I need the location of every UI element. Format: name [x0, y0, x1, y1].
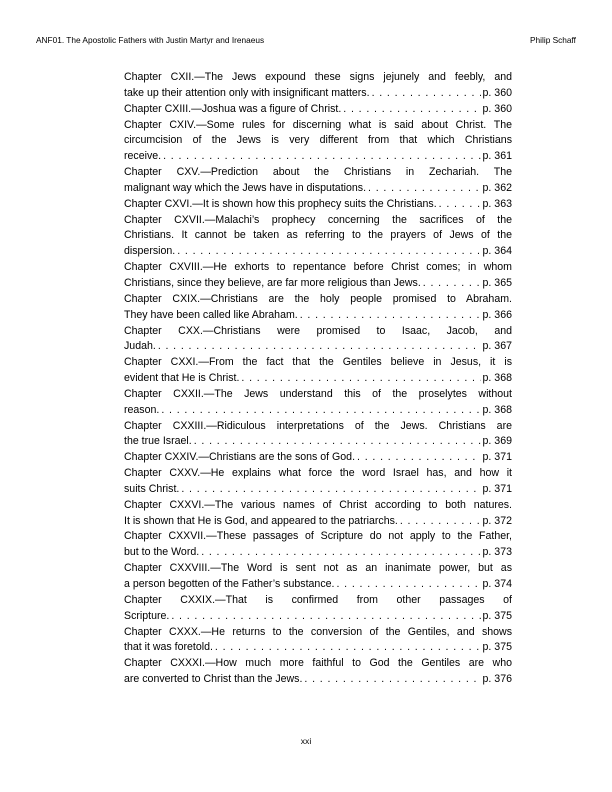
- toc-entry-line: Chapter CXIV.—Some rules for discerning what is said about Christ. The: [124, 118, 512, 131]
- dot-leader: [177, 244, 480, 260]
- toc-entry-last-line: [124, 197, 512, 213]
- dot-leader: [343, 102, 480, 118]
- toc-entry[interactable]: [124, 355, 512, 387]
- toc-page-number: p. 368: [482, 403, 512, 416]
- toc-entry-last-line: [124, 371, 512, 387]
- toc-entry[interactable]: [124, 102, 512, 118]
- toc-page-number: p. 364: [482, 245, 512, 258]
- toc-entry[interactable]: [124, 292, 512, 324]
- toc-entry-line: Chapter CXVIII.—He exhorts to repentance before Christ comes; in whom: [124, 261, 512, 274]
- toc-entry-line: Chapter CXXIX.—That is confirmed from other passages of: [124, 593, 512, 606]
- dot-leader: [194, 434, 481, 450]
- toc-entry-line: dispersion.: [124, 245, 176, 258]
- toc-page-number: p. 362: [482, 181, 512, 194]
- dot-leader: [304, 672, 480, 688]
- toc-entry-last-line: [124, 609, 512, 625]
- toc-entry-last-line: [124, 640, 512, 656]
- toc-page-number: p. 371: [482, 451, 512, 464]
- toc-page-number: p. 375: [482, 609, 512, 622]
- toc-entry-line: Chapter CXXIII.—Ridiculous interpretations of the Jews. Christians are: [124, 419, 512, 432]
- toc-page-number: p. 367: [482, 340, 512, 353]
- toc-entry[interactable]: [124, 529, 512, 561]
- toc-entry-line: Chapter CXII.—The Jews expound these signs jejunely and feebly, and: [124, 71, 512, 83]
- toc-entry-line: Chapter CXVI.—It is shown how this prophecy suits the Christians.: [124, 197, 437, 210]
- toc-entry-last-line: [124, 577, 512, 593]
- toc-entry-last-line: [124, 339, 512, 355]
- toc-entry-line: Chapter CXVII.—Malachi’s prophecy concerning the sacrifices of the: [124, 213, 512, 226]
- toc-entry[interactable]: [124, 70, 512, 102]
- dot-leader: [300, 308, 481, 324]
- toc-page-number: p. 361: [482, 150, 512, 163]
- toc-entry[interactable]: [124, 450, 512, 466]
- dot-leader: [336, 577, 480, 593]
- toc-entry[interactable]: [124, 213, 512, 261]
- page-number: xxi: [300, 736, 312, 746]
- table-of-contents: [124, 70, 512, 688]
- toc-entry-line: Chapter CXXX.—He returns to the conversion of the Gentiles, and shows: [124, 625, 512, 638]
- toc-entry-line: Chapter CXXV.—He explains what force the word Israel has, and how it: [124, 467, 512, 480]
- toc-page-number: p. 373: [482, 546, 512, 559]
- dot-leader: [171, 609, 480, 625]
- dot-leader: [161, 403, 480, 419]
- toc-entry-last-line: [124, 545, 512, 561]
- toc-page-number: p. 360: [482, 86, 512, 99]
- toc-entry[interactable]: [124, 260, 512, 292]
- running-header-author: Philip Schaff: [530, 35, 576, 45]
- dot-leader: [368, 181, 481, 197]
- toc-entry-line: Chapter CXIII.—Joshua was a figure of Christ.: [124, 102, 342, 115]
- toc-entry[interactable]: [124, 498, 512, 530]
- toc-entry-last-line: [124, 450, 512, 466]
- toc-entry[interactable]: [124, 324, 512, 356]
- toc-entry-line: malignant way which the Jews have in disputations.: [124, 181, 367, 194]
- toc-entry[interactable]: [124, 197, 512, 213]
- dot-leader: [241, 371, 480, 387]
- toc-entry-line: suits Christ.: [124, 482, 180, 495]
- toc-entry[interactable]: [124, 165, 512, 197]
- toc-entry-last-line: [124, 434, 512, 450]
- toc-entry-line: Chapter CXIX.—Christians are the holy people promised to Abraham.: [124, 292, 512, 305]
- toc-entry-last-line: [124, 403, 512, 419]
- toc-entry-line: Chapter CXV.—Prediction about the Christians in Zechariah. The: [124, 166, 512, 179]
- toc-entry[interactable]: [124, 656, 512, 688]
- toc-entry-last-line: [124, 514, 512, 530]
- toc-entry-last-line: [124, 181, 512, 197]
- toc-entry-line: Chapter CXXVII.—These passages of Scripture do not apply to the Father,: [124, 530, 512, 543]
- toc-entry[interactable]: [124, 466, 512, 498]
- toc-entry-line: They have been called like Abraham.: [124, 308, 298, 321]
- toc-page-number: p. 374: [482, 578, 512, 590]
- running-header-title: ANF01. The Apostolic Fathers with Justin Martyr and Irenaeus: [36, 35, 265, 45]
- toc-entry-line: receive.: [124, 150, 162, 163]
- toc-entry-last-line: [124, 149, 512, 165]
- toc-entry-line: Christians, since they believe, are far more religious than Jews.: [124, 276, 421, 289]
- toc-entry-line: It is shown that He is God, and appeared to the patriarchs.: [124, 514, 398, 527]
- toc-page-number: p. 363: [482, 197, 512, 210]
- toc-entry-line: the true Israel.: [124, 435, 192, 448]
- toc-page-number: p. 369: [482, 435, 512, 448]
- toc-page-number: p. 366: [482, 308, 512, 321]
- dot-leader: [215, 640, 481, 656]
- toc-page-number: p. 365: [482, 276, 512, 289]
- toc-page-number: p. 368: [482, 372, 512, 385]
- dot-leader: [158, 339, 481, 355]
- toc-entry-line: a person begotten of the Father’s substance.: [124, 578, 335, 590]
- toc-entry-line: reason.: [124, 403, 160, 416]
- toc-entry[interactable]: [124, 593, 512, 625]
- dot-leader: [181, 482, 480, 498]
- dot-leader: [439, 197, 481, 213]
- toc-entry[interactable]: [124, 387, 512, 419]
- toc-entry-line: Chapter CXXII.—The Jews understand this of the proselytes without: [124, 387, 512, 400]
- toc-entry-line: Chapter CXX.—Christians were promised to Isaac, Jacob, and: [124, 324, 512, 337]
- toc-entry-line: Chapter CXXVIII.—The Word is sent not as an inanimate power, but as: [124, 562, 512, 575]
- toc-entry[interactable]: [124, 625, 512, 657]
- toc-entry-line: Scripture.: [124, 609, 170, 622]
- toc-entry-line: Chapter CXXI.—From the fact that the Gentiles believe in Jesus, it is: [124, 356, 512, 369]
- toc-entry-line: are converted to Christ than the Jews.: [124, 673, 303, 686]
- toc-entry-line: Chapter CXXVI.—The various names of Christ according to both natures.: [124, 498, 512, 511]
- dot-leader: [400, 514, 481, 530]
- toc-entry[interactable]: [124, 118, 512, 166]
- toc-entry-line: Judah.: [124, 340, 156, 353]
- toc-entry-last-line: [124, 244, 512, 260]
- toc-entry[interactable]: [124, 419, 512, 451]
- toc-entry-line: evident that He is Christ.: [124, 372, 240, 385]
- toc-entry-last-line: [124, 102, 512, 118]
- toc-page-number: p. 375: [482, 641, 512, 654]
- dot-leader: [201, 545, 480, 561]
- toc-entry[interactable]: [124, 561, 512, 593]
- toc-page-number: p. 372: [482, 514, 512, 527]
- toc-entry-line: that it was foretold.: [124, 641, 213, 654]
- toc-entry-line: circumcision of the Jews is very different from that which Christians: [124, 134, 512, 147]
- toc-entry-line: Chapter CXXIV.—Christians are the sons of God.: [124, 451, 356, 464]
- toc-page-number: p. 360: [482, 102, 512, 115]
- toc-entry-line: take up their attention only with insignificant matters.: [124, 86, 370, 99]
- dot-leader: [163, 149, 480, 165]
- toc-entry-line: Chapter CXXXI.—How much more faithful to God the Gentiles are who: [124, 657, 512, 670]
- toc-page-number: p. 371: [482, 482, 512, 495]
- toc-entry-last-line: [124, 86, 512, 102]
- toc-entry-last-line: [124, 308, 512, 324]
- toc-entry-last-line: [124, 672, 512, 688]
- toc-entry-line: Christians. It cannot be taken as referring to the prayers of Jews of the: [124, 229, 512, 242]
- toc-page-number: p. 376: [482, 673, 512, 686]
- dot-leader: [372, 86, 481, 102]
- toc-entry-last-line: [124, 276, 512, 292]
- toc-entry-last-line: [124, 482, 512, 498]
- dot-leader: [357, 450, 481, 466]
- dot-leader: [423, 276, 481, 292]
- toc-entry-line: but to the Word.: [124, 546, 200, 559]
